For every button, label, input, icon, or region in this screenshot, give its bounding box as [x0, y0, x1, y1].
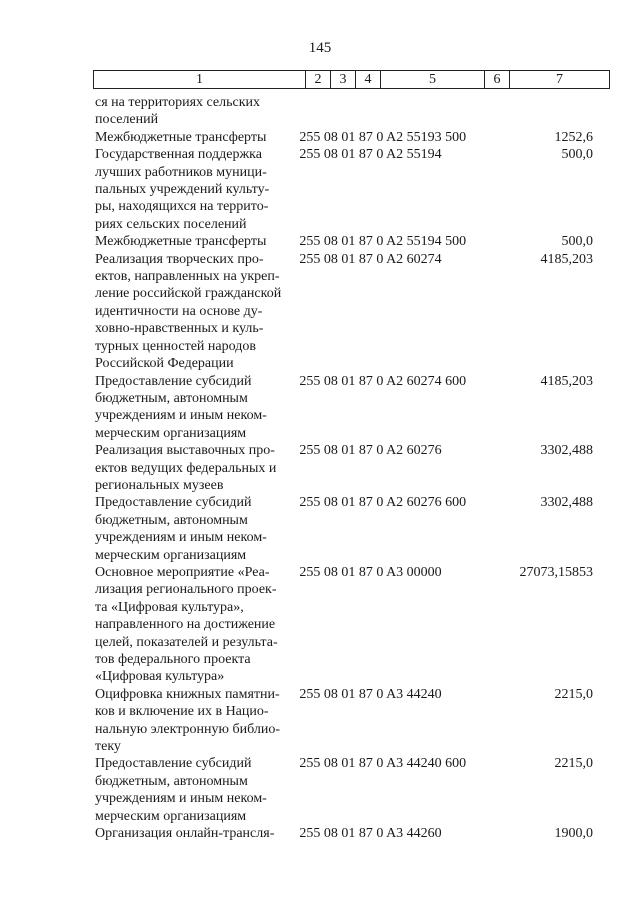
row-description: Основное мероприятие «Реа- лизация регионального проек- та «Цифровая культура», направленного на достижение целей, показателей и результа- тов федерального проекта «Цифровая культура» [95, 564, 278, 685]
row-description: Реализация творческих про- ектов, направленных на укреп- ление российской гражданской идентичности на основе ду- ховно-нравственных и куль- турных ценностей народов Российской Федерации [95, 251, 282, 372]
row-codes: 255 08 01 87 0 A2 60276 [299, 443, 442, 459]
row-description: Межбюджетные трансферты [95, 129, 267, 145]
row-codes: 255 08 01 87 0 A2 60274 600 [299, 373, 467, 389]
table-row [95, 251, 605, 373]
table-row [95, 94, 605, 129]
header-col-3: 3 [331, 71, 356, 88]
header-col-7: 7 [556, 72, 563, 87]
row-description: Государственная поддержка лучших работников муници- пальных учреждений культу- ры, находящихся на террито- риях сельских поселений [95, 147, 270, 232]
header-col-2: 2 [306, 71, 331, 88]
table-row [95, 686, 605, 756]
row-codes: 255 08 01 87 0 A2 55194 [299, 147, 442, 163]
row-description: Оцифровка книжных памятни- ков и включение их в Нацио- нальную электронную библио- теку [95, 686, 280, 755]
row-codes: 255 08 01 87 0 A2 60274 [299, 251, 442, 267]
row-codes: 255 08 01 87 0 A3 44240 600 [299, 756, 467, 772]
row-amount: 2215,0 [554, 686, 593, 702]
row-amount: 1900,0 [554, 826, 593, 842]
header-col-5: 5 [381, 71, 485, 88]
table-row [95, 755, 605, 825]
row-codes: 255 08 01 87 0 A3 44240 [299, 686, 442, 702]
row-description: Реализация выставочных про- ектов ведущих федеральных и региональных музеев [95, 443, 277, 493]
row-codes: 255 08 01 87 0 A3 44260 [299, 826, 442, 842]
row-codes [299, 94, 496, 129]
row-codes: 255 08 01 87 0 A2 55193 500 [299, 129, 467, 145]
table-header [93, 70, 610, 89]
row-codes: 255 08 01 87 0 A2 60276 600 [299, 495, 467, 511]
header-col-1: 1 [94, 71, 306, 88]
row-amount: 4185,203 [540, 373, 593, 389]
row-amount: 2215,0 [554, 756, 593, 772]
header-col-4: 4 [356, 71, 381, 88]
header-col-6: 6 [485, 71, 510, 88]
row-description: ся на территориях сельских поселений [95, 95, 261, 128]
table-row [95, 825, 605, 842]
row-amount: 27073,15853 [519, 564, 593, 580]
row-codes: 255 08 01 87 0 A3 00000 [299, 564, 442, 580]
row-amount: 500,0 [561, 147, 593, 163]
table-row [95, 494, 605, 564]
table-row [95, 373, 605, 443]
row-description: Предоставление субсидий бюджетным, автономным учреждениям и иным неком- мерческим организациям [95, 373, 267, 441]
row-amount: 3302,488 [540, 443, 593, 459]
table-row [95, 442, 605, 494]
row-description: Межбюджетные трансферты [95, 234, 267, 250]
row-amount: 1252,6 [554, 129, 593, 145]
row-amount: 3302,488 [540, 495, 593, 511]
row-amount [497, 94, 605, 129]
row-description: Предоставление субсидий бюджетным, автономным учреждениям и иным неком- мерческим организациям [95, 495, 267, 563]
row-codes: 255 08 01 87 0 A2 55194 500 [299, 234, 467, 250]
row-description: Предоставление субсидий бюджетным, автономным учреждениям и иным неком- мерческим организациям [95, 756, 267, 824]
table-row [95, 564, 605, 686]
table-row [95, 129, 605, 146]
row-amount: 4185,203 [540, 251, 593, 267]
page-number: 145 [308, 40, 332, 56]
row-description: Организация онлайн-трансля- [95, 826, 275, 842]
table-row [95, 233, 605, 250]
table-body [95, 94, 605, 842]
table-row [95, 146, 605, 233]
row-amount: 500,0 [561, 234, 593, 250]
